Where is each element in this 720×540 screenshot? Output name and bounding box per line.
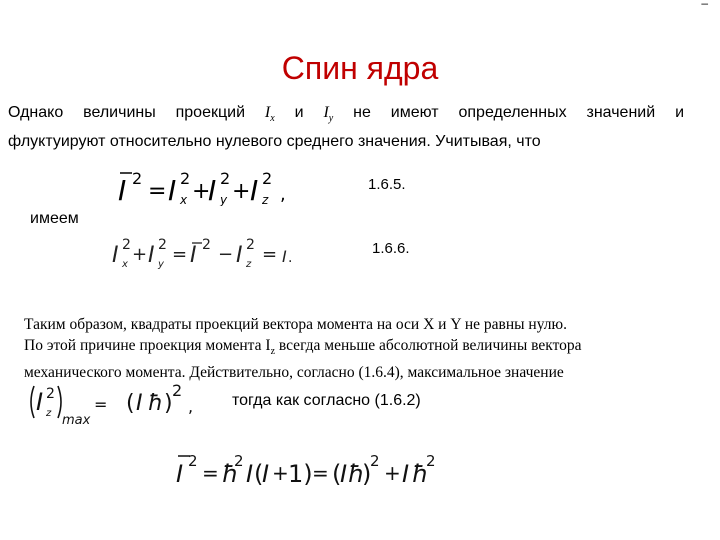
svg-text:I: I [250, 174, 259, 206]
intro-and: и [294, 104, 304, 121]
conclusion-line-1: Таким образом, квадраты проекций вектора момента на оси X и Y не равны нулю. [24, 316, 567, 333]
svg-text:=: = [148, 179, 167, 204]
svg-text:I: I [236, 243, 243, 268]
svg-text:I: I [36, 388, 44, 416]
equation-final [172, 444, 482, 494]
svg-text:ħ: ħ [148, 391, 164, 416]
corner-mark: – [701, 0, 708, 10]
svg-text:I: I [208, 174, 217, 206]
intro-paragraph [8, 101, 684, 153]
equation-iz-max [26, 380, 226, 428]
intro-text-a: Однако величины проекций [8, 104, 246, 121]
svg-text:y: y [158, 259, 164, 270]
svg-text:x: x [180, 193, 188, 206]
svg-text:2: 2 [172, 381, 183, 400]
svg-text:,: , [280, 184, 286, 205]
svg-text:.: . [288, 250, 293, 266]
conclusion-paragraph [24, 314, 684, 383]
equation-number-2: 1.6.6. [372, 240, 410, 257]
svg-text:): ) [362, 460, 372, 488]
svg-text:=: = [94, 395, 108, 414]
svg-text:2: 2 [246, 237, 255, 253]
svg-text:2: 2 [202, 237, 211, 253]
svg-text:2: 2 [188, 452, 198, 470]
svg-text:z: z [262, 193, 269, 206]
svg-text:(: ( [332, 460, 342, 488]
equation-1-6-6 [110, 232, 300, 272]
svg-text:I: I [168, 174, 177, 206]
svg-text:I: I [176, 460, 184, 488]
intro-line-1 [8, 101, 684, 130]
svg-text:ħ: ħ [412, 460, 429, 488]
svg-text:2: 2 [426, 452, 436, 470]
svg-text:+: + [384, 461, 401, 485]
svg-text:−: − [218, 244, 234, 265]
svg-text:2: 2 [132, 169, 143, 188]
svg-text:I: I [262, 460, 270, 488]
svg-text:,: , [188, 397, 194, 416]
equation-1-6-5 [112, 160, 302, 206]
svg-text:2: 2 [122, 237, 131, 253]
svg-text:2: 2 [234, 452, 244, 470]
slide-title: Спин ядра [281, 50, 439, 86]
conclusion-line-2: По этой причине проекция момента $I_z$ всегда меньше абсолютной величины вектора [24, 337, 582, 358]
svg-text:y: y [220, 193, 228, 206]
conclusion-line-3: механического момента. Действительно, согласно (1.6.4), максимальное значение [24, 364, 564, 382]
svg-text:ħ: ħ [222, 460, 239, 488]
svg-text:+: + [192, 179, 211, 204]
svg-text:I: I [402, 460, 410, 488]
svg-text:(: ( [254, 460, 264, 488]
svg-text:2: 2 [370, 452, 380, 470]
svg-text:2: 2 [220, 169, 231, 188]
svg-text:I: I [148, 243, 155, 268]
svg-text:1): 1) [288, 460, 313, 488]
intro-text-b: не имеют определенных значений и [353, 104, 684, 121]
symbol-ix: $I_x$ [264, 104, 275, 125]
svg-text:I: I [118, 174, 127, 206]
svg-text:I: I [136, 391, 143, 416]
svg-text:=: = [172, 244, 188, 265]
svg-text:2: 2 [262, 169, 273, 188]
svg-text:I: I [112, 243, 119, 268]
svg-text:z: z [246, 259, 252, 270]
svg-text:2: 2 [158, 237, 167, 253]
svg-text:x: x [122, 259, 128, 270]
svg-text:+: + [272, 461, 289, 485]
svg-text:+: + [132, 244, 148, 265]
svg-text:I: I [246, 460, 254, 488]
equation-number-1: 1.6.5. [368, 176, 406, 193]
svg-text:2: 2 [180, 169, 191, 188]
word-imeem: имеем [30, 210, 79, 227]
svg-text:=: = [312, 461, 329, 485]
svg-text:=: = [202, 461, 219, 485]
svg-text:2: 2 [46, 386, 55, 402]
svg-text:I: I [282, 247, 287, 266]
tail-text: тогда как согласно (1.6.2) [232, 392, 421, 409]
svg-text:I: I [190, 243, 197, 268]
svg-text:z: z [46, 408, 52, 419]
symbol-iy: $I_y$ [323, 104, 334, 125]
svg-text:+: + [232, 179, 251, 204]
svg-text:ħ: ħ [348, 460, 365, 488]
svg-text:): ) [164, 391, 173, 416]
svg-text:=: = [262, 244, 278, 265]
intro-line-2: флуктуируют относительно нулевого среднего значения. Учитывая, что [8, 133, 541, 151]
svg-text:(: ( [126, 391, 135, 416]
svg-text:max: max [62, 413, 91, 428]
svg-text:I: I [340, 460, 348, 488]
